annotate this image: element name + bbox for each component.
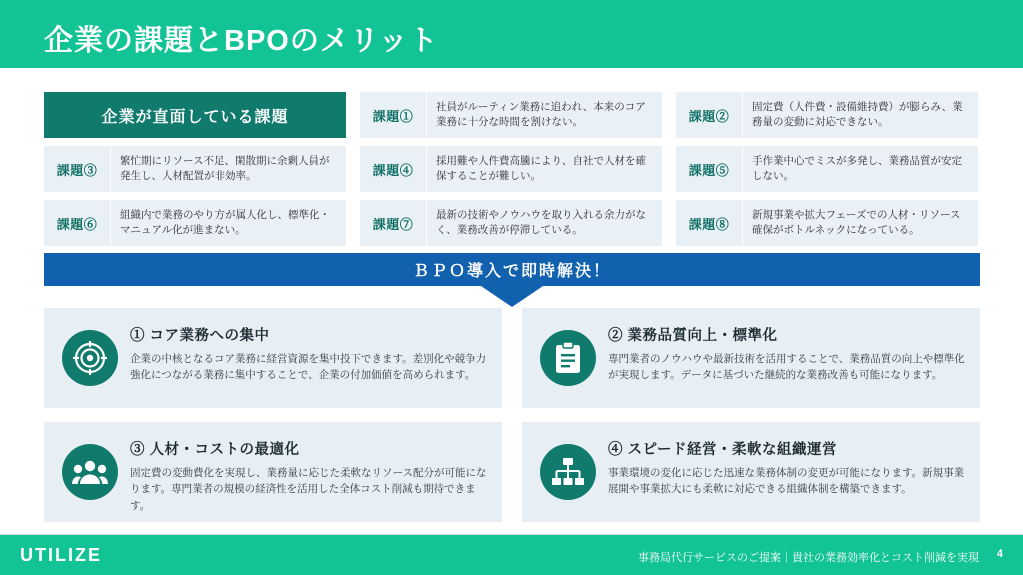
issue-item bbox=[360, 200, 662, 246]
issues-row bbox=[44, 92, 980, 138]
issue-item bbox=[44, 146, 346, 192]
issue-text: 採用難や人件費高騰により、自社で人材を確保することが難しい。 bbox=[436, 154, 646, 182]
slide-header bbox=[0, 0, 1023, 68]
org-chart-icon bbox=[540, 444, 596, 500]
issues-row bbox=[44, 200, 980, 246]
issue-text: 最新の技術やノウハウを取り入れる余力がなく、業務改善が停滞している。 bbox=[436, 208, 646, 236]
issue-badge: 課題⑤ bbox=[676, 146, 743, 192]
benefit-body bbox=[608, 432, 968, 498]
issue-item bbox=[676, 200, 978, 246]
benefit-text: 事業環境の変化に応じた迅速な業務体制の変更が可能になります。新規事業展開や事業拡大にも柔軟に対応できる組織体制を構築できます。 bbox=[608, 467, 965, 496]
benefit-card bbox=[44, 422, 502, 522]
benefit-title: ③ 人材・コストの最適化 bbox=[130, 442, 300, 458]
issue-text: 繁忙期にリソース不足、閑散期に余剰人員が発生し、人材配置が非効率。 bbox=[120, 154, 330, 182]
issue-text: 社員がルーティン業務に追われ、本来のコア業務に十分な時間を割けない。 bbox=[436, 100, 646, 128]
benefit-text: 専門業者のノウハウや最新技術を活用することで、業務品質の向上や標準化が実現します。データに基づいた継続的な業務改善も可能になります。 bbox=[608, 353, 965, 382]
benefit-title: ④ スピード経営・柔軟な組織運営 bbox=[608, 442, 837, 458]
issues-row bbox=[44, 146, 980, 192]
issue-badge: 課題⑥ bbox=[44, 200, 111, 246]
target-icon bbox=[62, 330, 118, 386]
slide-footer bbox=[0, 535, 1023, 575]
clipboard-check-icon bbox=[540, 330, 596, 386]
down-arrow-icon bbox=[481, 286, 543, 307]
benefit-card bbox=[44, 308, 502, 408]
issue-text: 組織内で業務のやり方が属人化し、標準化・マニュアル化が進まない。 bbox=[120, 208, 330, 236]
issue-item bbox=[44, 200, 346, 246]
benefit-card bbox=[522, 308, 980, 408]
page-title: 企業の課題とBPOのメリット bbox=[44, 25, 439, 57]
bpo-banner: ＢＰＯ導入で即時解決！ bbox=[44, 253, 980, 286]
issues-heading: 企業が直面している課題 bbox=[44, 92, 346, 138]
issue-badge: 課題③ bbox=[44, 146, 111, 192]
page-number: 4 bbox=[996, 548, 1003, 560]
benefit-card bbox=[522, 422, 980, 522]
brand-logo: UTILIZE bbox=[20, 545, 102, 565]
issue-item bbox=[360, 146, 662, 192]
issue-item bbox=[676, 146, 978, 192]
issue-badge: 課題① bbox=[360, 92, 427, 138]
benefit-body bbox=[130, 432, 490, 514]
issue-item bbox=[360, 92, 662, 138]
benefit-text: 企業の中核となるコア業務に経営資源を集中投下できます。差別化や競争力強化につながる業務に集中することで、企業の付加価値を高められます。 bbox=[130, 353, 487, 382]
benefit-body bbox=[130, 318, 490, 384]
issues-grid bbox=[44, 92, 980, 254]
people-icon bbox=[62, 444, 118, 500]
benefit-title: ① コア業務への集中 bbox=[130, 328, 270, 344]
issue-text: 固定費（人件費・設備維持費）が膨らみ、業務量の変動に対応できない。 bbox=[752, 100, 963, 128]
issue-badge: 課題⑦ bbox=[360, 200, 427, 246]
benefits-grid bbox=[44, 308, 980, 522]
issue-item bbox=[676, 92, 978, 138]
benefit-title: ② 業務品質向上・標準化 bbox=[608, 328, 778, 344]
issue-text: 新規事業や拡大フェーズでの人材・リソース確保がボトルネックになっている。 bbox=[752, 208, 961, 236]
benefit-body bbox=[608, 318, 968, 384]
issue-badge: 課題⑧ bbox=[676, 200, 743, 246]
benefit-text: 固定費の変動費化を実現し、業務量に応じた柔軟なリソース配分が可能になります。専門業者の規模の経済性を活用した全体コスト削減も期待できます。 bbox=[130, 467, 487, 512]
footer-note: 事務局代行サービスのご提案｜貴社の業務効率化とコスト削減を実現 bbox=[638, 552, 979, 564]
issue-text: 手作業中心でミスが多発し、業務品質が安定しない。 bbox=[752, 154, 962, 182]
issue-badge: 課題② bbox=[676, 92, 743, 138]
issue-badge: 課題④ bbox=[360, 146, 427, 192]
